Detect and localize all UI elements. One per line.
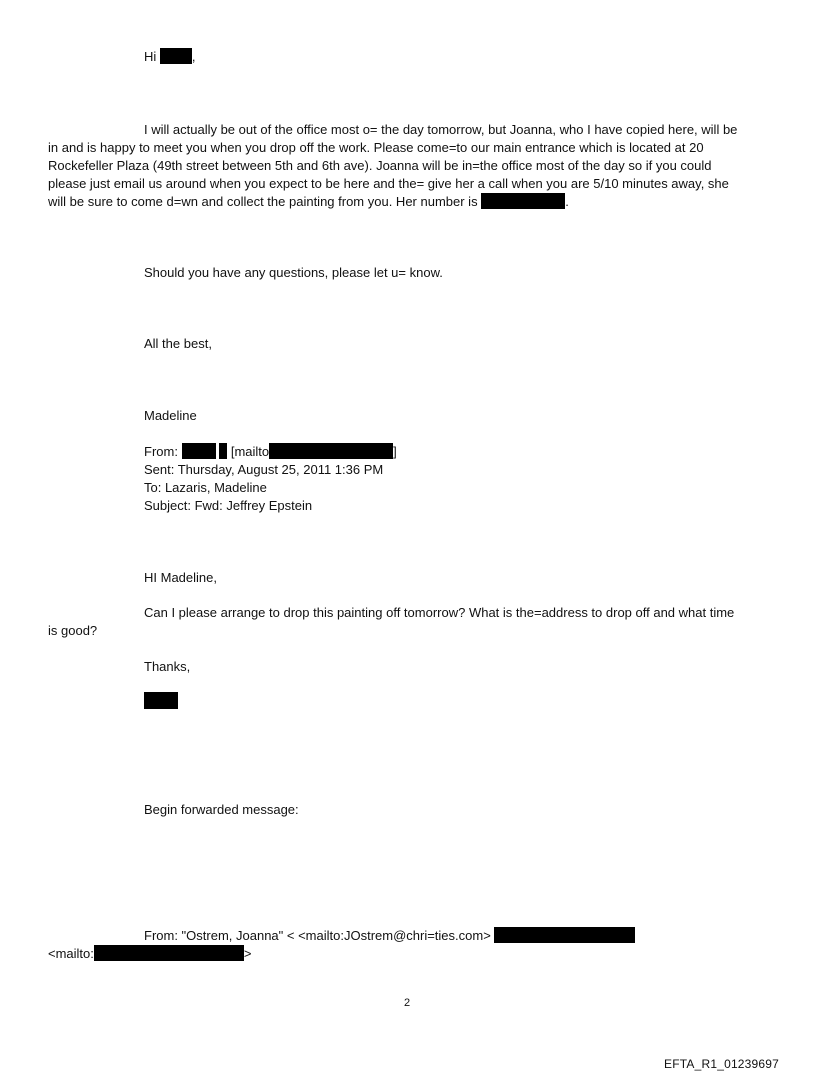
greeting-line [144, 48, 196, 66]
redaction-box-name [144, 692, 178, 709]
redaction-box-email [269, 443, 393, 459]
redaction-box [182, 443, 216, 459]
body-line-5-text: will be sure to come d=wn and collect the painting from you. Her number is [48, 194, 478, 209]
document-id: EFTA_R1_01239697 [664, 1057, 780, 1071]
header-subject-line: Subject: Fwd: Jeffrey Epstein [144, 498, 313, 513]
reply-signature-redacted [144, 692, 178, 711]
redaction-box-phone [481, 193, 565, 209]
body-line-3: Rockefeller Plaza (49th street between 5th and 6th ave). Joanna will be in=the office most of the day so if you could [48, 158, 712, 173]
header-from-line [144, 443, 397, 461]
header-to-line: To: Lazaris, Madeline [144, 480, 267, 495]
body-line-1: I will actually be out of the office most o= the day tomorrow, but Joanna, who I have copied here, will be [144, 122, 738, 137]
closing-line: All the best, [144, 336, 212, 351]
forwarded-intro: Begin forwarded message: [144, 802, 299, 817]
reply-greeting: HI Madeline, [144, 570, 217, 585]
forwarded-mailto-suffix: > [243, 946, 252, 961]
page-number: 2 [404, 997, 411, 1009]
questions-line: Should you have any questions, please let u= know. [144, 265, 443, 280]
reply-thanks: Thanks, [144, 659, 191, 674]
signature-line: Madeline [144, 408, 197, 423]
header-mailto-suffix: ] [393, 444, 397, 459]
body-line-2: in and is happy to meet you when you drop off the work. Please come=to our main entrance which is located at 20 [48, 140, 704, 155]
body-line-5-end: . [565, 194, 569, 209]
redaction-box-email [494, 927, 635, 943]
reply-question-line-1: Can I please arrange to drop this painting off tomorrow? What is the=address to drop off and what time [144, 605, 735, 620]
reply-question-line-2: is good? [48, 623, 98, 638]
greeting-hi: Hi [144, 49, 157, 64]
body-line-4: please just email us around when you expect to be here and the= give her a call when you are 5/10 minutes away, she [48, 176, 729, 191]
redaction-box [219, 443, 227, 459]
redaction-box [160, 48, 192, 64]
body-line-5 [48, 193, 569, 211]
header-from-label: From: [144, 444, 178, 459]
forwarded-from-line [144, 927, 635, 945]
forwarded-from-text: From: "Ostrem, Joanna" < <mailto:JOstrem@chri=ties.com> [144, 928, 491, 943]
header-sent-line: Sent: Thursday, August 25, 2011 1:36 PM [144, 462, 384, 477]
greeting-comma: , [191, 49, 196, 64]
forwarded-mailto-line [48, 945, 251, 963]
header-mailto-prefix: [mailto [230, 444, 270, 459]
redaction-box-email [94, 945, 244, 961]
forwarded-mailto-prefix: <mailto: [48, 946, 94, 961]
